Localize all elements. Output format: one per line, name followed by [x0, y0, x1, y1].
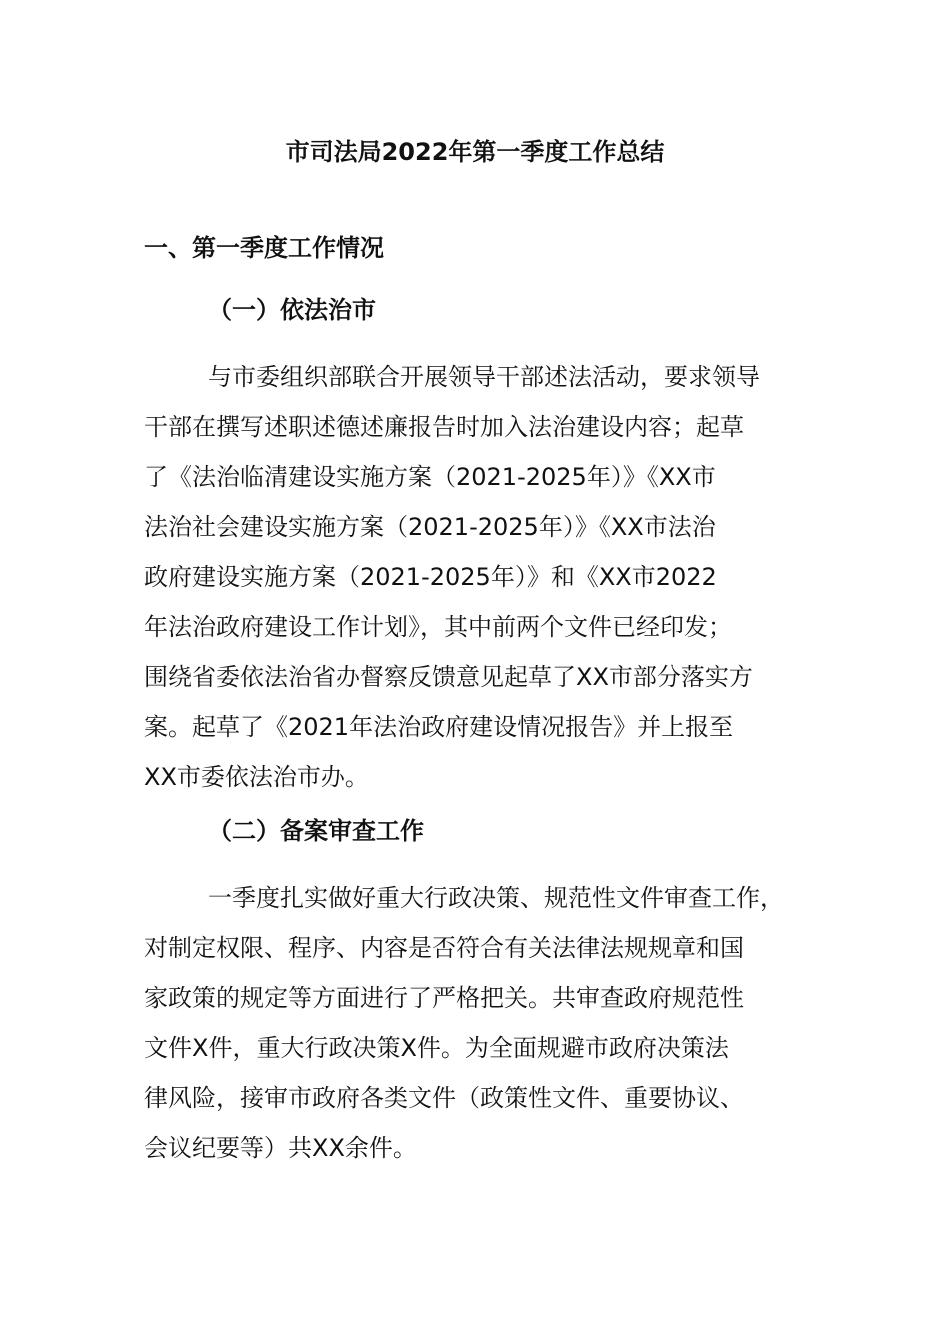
paragraph-filing-review	[144, 873, 824, 1173]
paragraph-line: 案。起草了《2021年法治政府建设情况报告》并上报至	[144, 713, 734, 741]
paragraph-line: 年法治政府建设工作计划》，其中前两个文件已经印发；	[144, 613, 732, 641]
paragraph-line: 了《法治临清建设实施方案（2021-2025年）》《XX市	[144, 463, 716, 491]
paragraph-line: 会议纪要等）共XX余件。	[144, 1134, 417, 1162]
paragraph-line: 对制定权限、程序、内容是否符合有关法律法规规章和国	[144, 934, 744, 962]
subsection-heading-1: （一）依法治市	[208, 296, 376, 324]
paragraph-rule-of-law	[144, 352, 824, 802]
section-heading-1: 一、第一季度工作情况	[144, 234, 384, 262]
paragraph-line: 法治社会建设实施方案（2021-2025年）》《XX市法治	[144, 513, 716, 541]
subsection-heading-2: （二）备案审查工作	[208, 817, 424, 845]
paragraph-line: 律风险，接审市政府各类文件（政策性文件、重要协议、	[144, 1084, 744, 1112]
paragraph-line: 围绕省委依法治省办督察反馈意见起草了XX市部分落实方	[144, 663, 753, 691]
document-title: 市司法局2022年第一季度工作总结	[285, 138, 665, 166]
paragraph-line: 家政策的规定等方面进行了严格把关。共审查政府规范性	[144, 984, 744, 1012]
paragraph-line: 干部在撰写述职述德述廉报告时加入法治建设内容；起草	[144, 413, 744, 441]
paragraph-line: 一季度扎实做好重大行政决策、规范性文件审查工作，	[208, 884, 784, 912]
paragraph-line: 与市委组织部联合开展领导干部述法活动，要求领导	[208, 363, 760, 391]
paragraph-line: 政府建设实施方案（2021-2025年）》和《XX市2022	[144, 563, 717, 591]
paragraph-line: XX市委依法治市办。	[144, 763, 369, 791]
paragraph-line: 文件X件，重大行政决策X件。为全面规避市政府决策法	[144, 1034, 729, 1062]
